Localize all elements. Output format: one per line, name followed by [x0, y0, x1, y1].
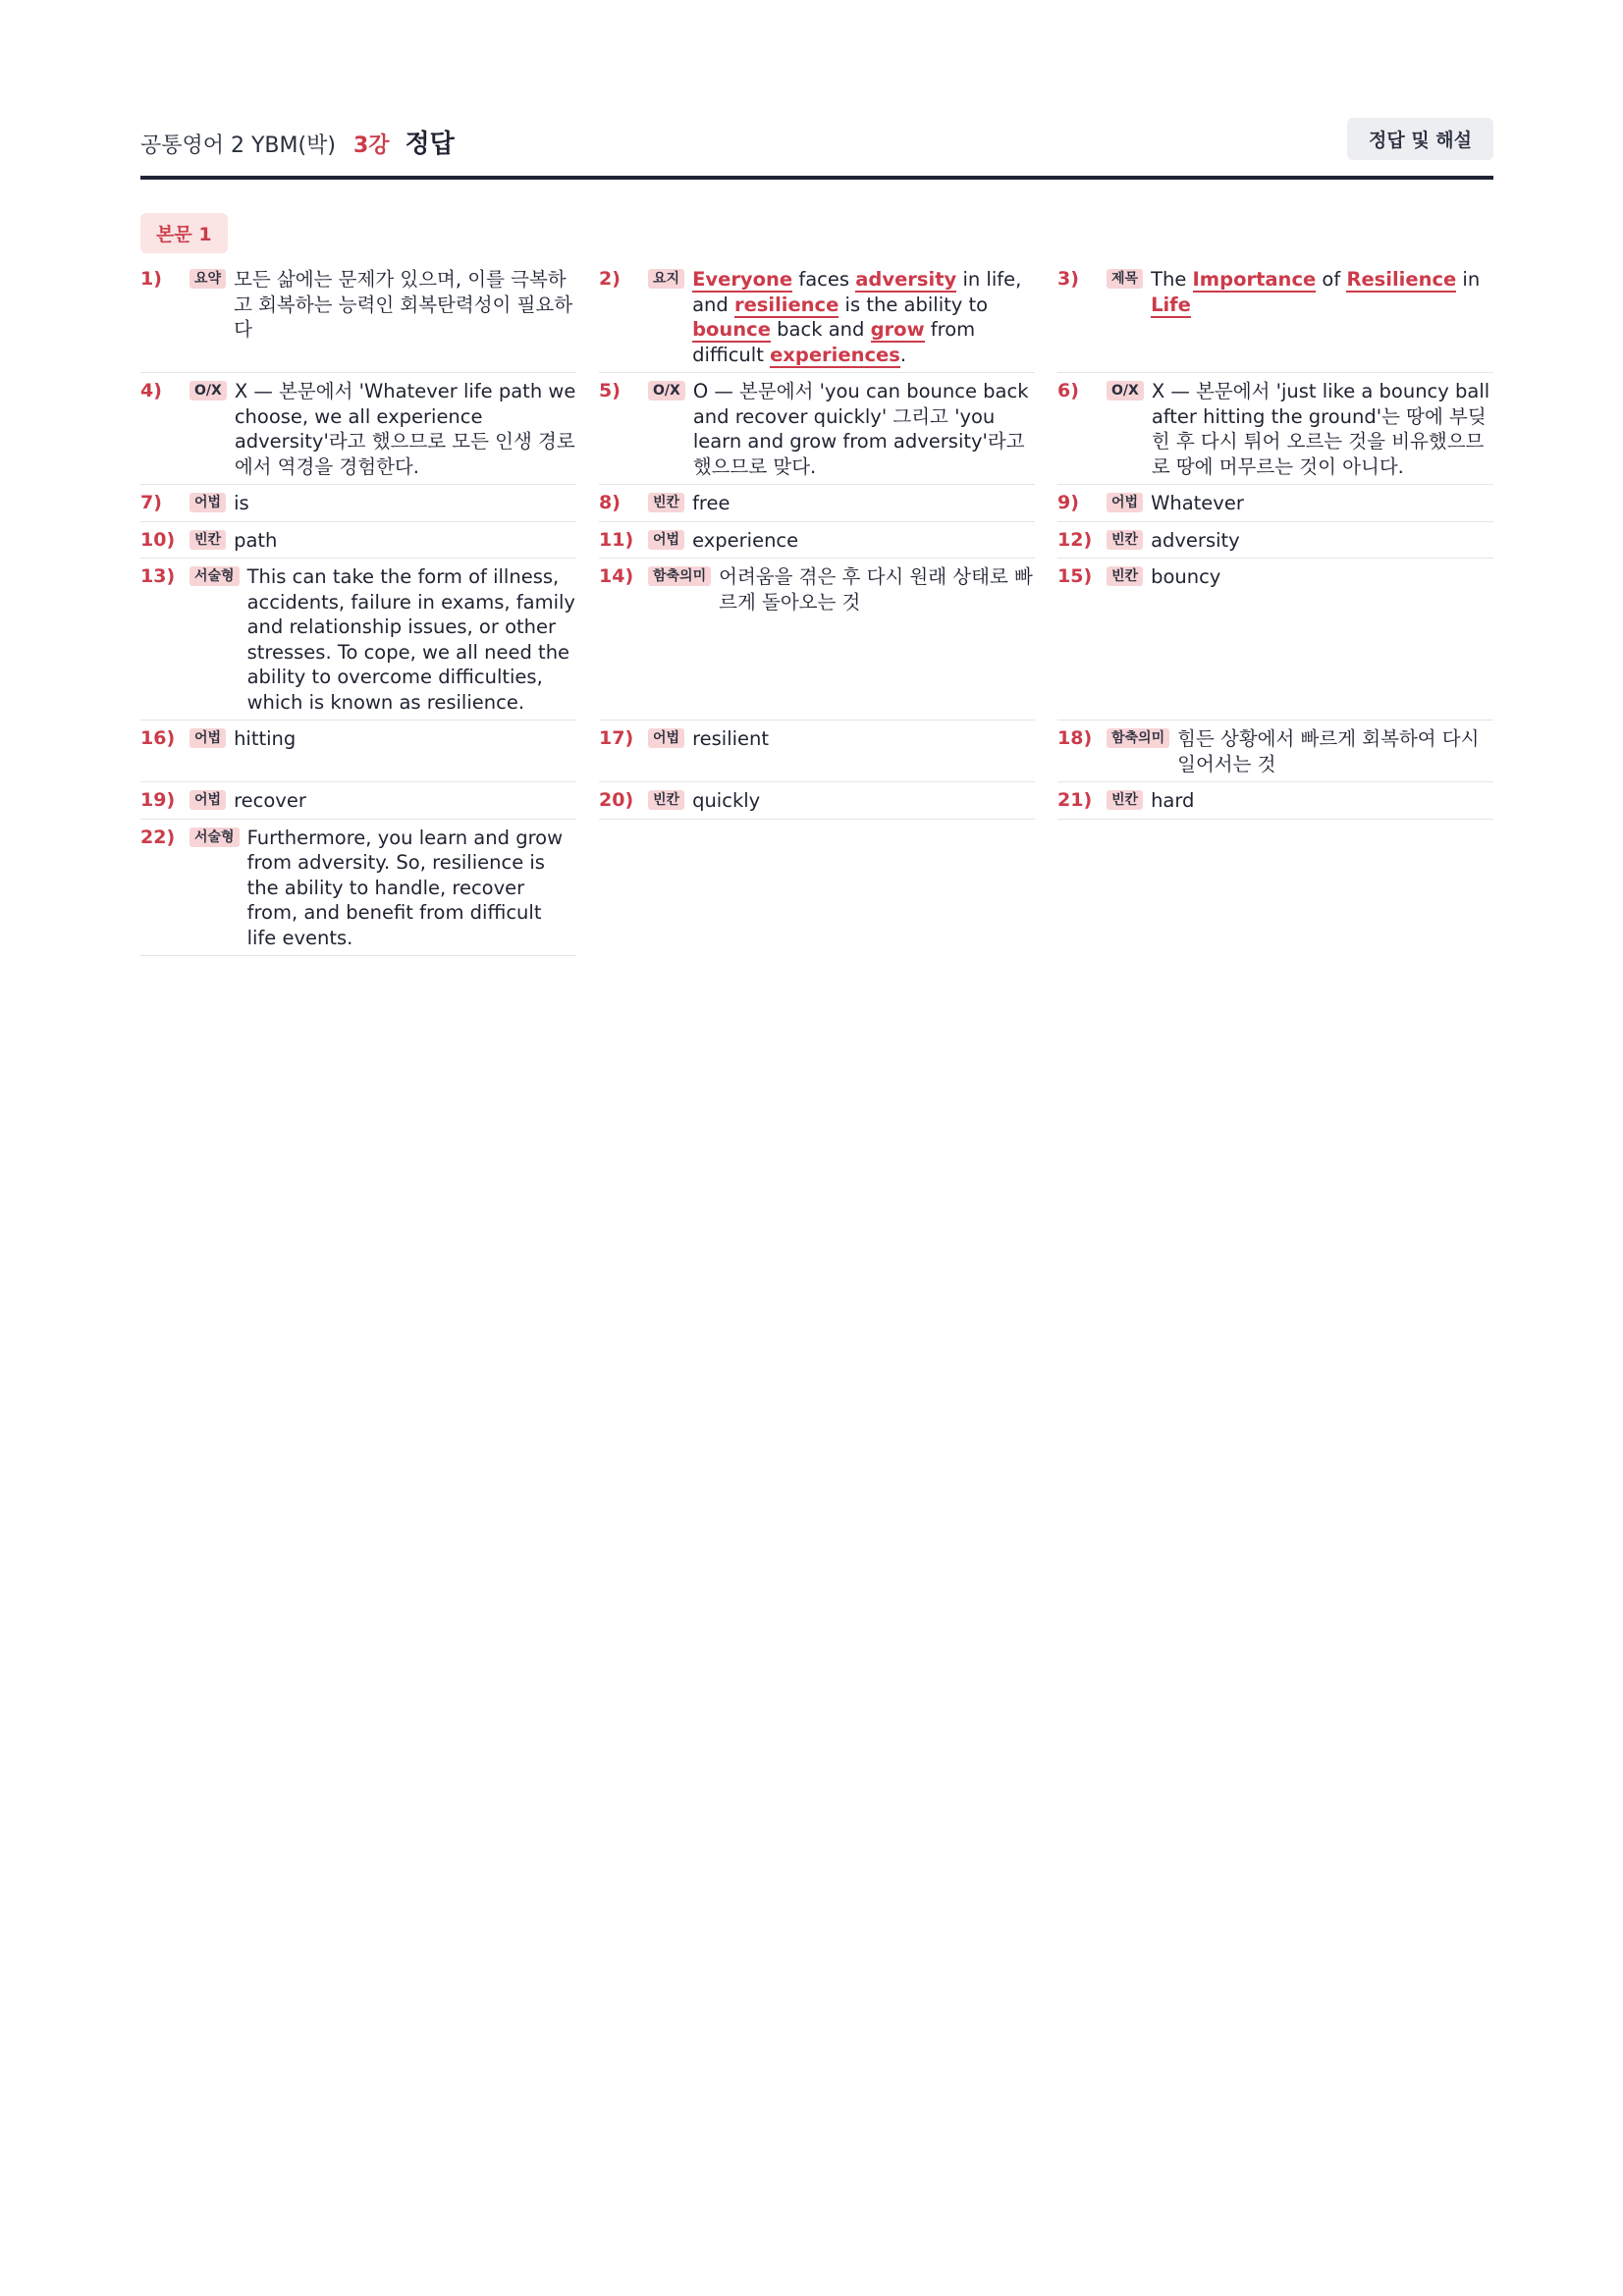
keyword-highlight: resilience — [733, 293, 839, 316]
question-type-tag: 어법 — [189, 728, 226, 748]
answer-text: recover — [234, 789, 306, 812]
question-type-tag: 빈칸 — [648, 493, 684, 512]
answer-text: O — 본문에서 'you can bounce back and recover quickly' 그리고 'you learn and grow from adversity'라고 했으므로 맞다. — [692, 380, 1029, 478]
answer-number: 14) — [599, 565, 634, 587]
answer-number: 1) — [140, 268, 162, 290]
answer-explanation-badge: 정답 및 해설 — [1347, 118, 1493, 160]
answer-text-segment: from difficult — [692, 318, 976, 366]
question-type-tag: 빈칸 — [648, 790, 684, 810]
question-type-tag: 빈칸 — [189, 530, 226, 550]
answer-text: X — 본문에서 'just like a bouncy ball after hitting the ground'는 땅에 부딪힌 후 다시 튀어 오르는 것을 비유했으므로 땅에 머무르는 것이 아니다. — [1151, 380, 1490, 478]
section-label: 본문 1 — [140, 213, 228, 253]
question-type-tag: 서술형 — [189, 566, 240, 586]
question-type-tag: 요지 — [648, 269, 684, 289]
answer-text-segment: in life, and — [692, 268, 1022, 316]
answer-text: This can take the form of illness, accidents, failure in exams, family and relationship issues, or other stresses. To cope, we all need the ability to overcome difficulties, which is known as resilience. — [246, 565, 575, 714]
header-divider — [140, 176, 1493, 180]
answer-item — [140, 820, 576, 957]
question-type-tag: 요약 — [189, 269, 226, 289]
answer-number: 8) — [599, 492, 621, 513]
answer-item — [140, 559, 576, 721]
answer-item — [140, 782, 576, 820]
question-type-tag: 서술형 — [189, 828, 240, 847]
answer-text-segment: faces — [792, 268, 856, 291]
answer-text: bouncy — [1151, 565, 1221, 588]
answer-item — [599, 522, 1035, 560]
answer-item — [1057, 522, 1493, 560]
answer-item — [140, 485, 576, 522]
answer-number: 17) — [599, 727, 634, 749]
empty-cell — [599, 820, 1035, 957]
course-name: 공통영어 2 YBM(박) — [140, 133, 336, 158]
header-title-group — [140, 124, 455, 160]
keyword-highlight: adversity — [855, 268, 957, 291]
answer-text-segment: is the ability to — [839, 293, 989, 316]
question-type-tag: 빈칸 — [1107, 566, 1143, 586]
answer-number: 18) — [1057, 727, 1093, 749]
answer-number: 7) — [140, 492, 162, 513]
answer-number: 2) — [599, 268, 621, 290]
answer-number: 10) — [140, 528, 176, 551]
answer-text: X — 본문에서 'Whatever life path we choose, we all experience adversity'라고 했으므로 모든 인생 경로에서 역경을 경험한다. — [234, 380, 576, 478]
answer-item — [599, 559, 1035, 721]
answer-text-segment: back and — [770, 318, 871, 341]
answer-text: hitting — [234, 727, 297, 750]
answer-item — [599, 485, 1035, 522]
answer-text: is — [234, 492, 249, 514]
answer-text — [692, 267, 1035, 367]
answer-number: 21) — [1057, 789, 1093, 811]
answer-item — [1057, 782, 1493, 820]
answer-text — [1151, 267, 1493, 317]
question-type-tag: 함축의미 — [648, 566, 711, 586]
answer-number: 11) — [599, 528, 634, 551]
answer-number: 13) — [140, 565, 176, 587]
answer-item — [599, 261, 1035, 373]
answer-text-segment: of — [1316, 268, 1347, 291]
answer-number: 5) — [599, 380, 621, 401]
answer-number: 16) — [140, 727, 176, 749]
question-type-tag: 어법 — [189, 790, 226, 810]
answer-text: experience — [692, 528, 799, 552]
keyword-highlight: experiences — [770, 343, 900, 366]
question-type-tag: 어법 — [648, 728, 684, 748]
answer-item — [1057, 373, 1493, 485]
answer-text: resilient — [692, 727, 770, 750]
answer-item — [1057, 485, 1493, 522]
answer-text: hard — [1151, 789, 1195, 812]
answer-text: Furthermore, you learn and grow from adversity. So, resilience is the ability to handle, recover from, and benefit from difficult life events. — [246, 826, 564, 949]
keyword-highlight: Everyone — [692, 268, 793, 291]
answer-text: 어려움을 겪은 후 다시 원래 상태로 빠르게 돌아오는 것 — [719, 565, 1033, 614]
page-header — [140, 116, 1493, 175]
question-type-tag: 빈칸 — [1107, 530, 1143, 550]
answer-number: 15) — [1057, 565, 1093, 587]
answer-number: 9) — [1057, 492, 1079, 513]
answer-text: adversity — [1151, 528, 1240, 552]
answer-text: path — [234, 528, 278, 552]
empty-cell — [1057, 820, 1493, 957]
answer-sheet-page — [140, 116, 1493, 956]
answer-item — [140, 522, 576, 560]
answer-item — [140, 261, 576, 373]
answer-item — [599, 373, 1035, 485]
answer-item — [140, 721, 576, 782]
answer-number: 20) — [599, 789, 634, 811]
answer-item — [1057, 721, 1493, 782]
question-type-tag: 어법 — [1107, 493, 1143, 512]
answer-text: 힘든 상황에서 빠르게 회복하여 다시 일어서는 것 — [1177, 727, 1480, 775]
keyword-highlight: bounce — [692, 318, 771, 341]
keyword-highlight: Resilience — [1346, 268, 1457, 291]
question-type-tag: O/X — [189, 381, 227, 400]
answer-number: 22) — [140, 826, 176, 848]
answer-number: 4) — [140, 380, 162, 401]
keyword-highlight: grow — [870, 318, 925, 341]
answer-number: 6) — [1057, 380, 1079, 401]
answer-item — [1057, 261, 1493, 373]
answer-text-segment: in — [1456, 268, 1481, 291]
answer-text: 모든 삶에는 문제가 있으며, 이를 극복하고 회복하는 능력인 회복탄력성이 필요하다 — [234, 268, 573, 341]
answer-grid — [140, 261, 1493, 956]
lesson-number: 3강 — [352, 133, 390, 158]
answer-text-segment: . — [899, 343, 907, 366]
answer-number: 19) — [140, 789, 176, 811]
answer-number: 3) — [1057, 268, 1079, 290]
question-type-tag: 함축의미 — [1107, 728, 1169, 748]
question-type-tag: O/X — [1107, 381, 1144, 400]
answer-text: free — [692, 492, 730, 514]
answer-number: 12) — [1057, 528, 1093, 551]
question-type-tag: 제목 — [1107, 269, 1143, 289]
keyword-highlight: Life — [1151, 293, 1191, 316]
question-type-tag: 어법 — [648, 530, 684, 550]
page-title: 정답 — [405, 130, 455, 159]
question-type-tag: O/X — [648, 381, 685, 400]
answer-item — [599, 782, 1035, 820]
answer-item — [599, 721, 1035, 782]
answer-text-segment: The — [1151, 268, 1193, 291]
question-type-tag: 빈칸 — [1107, 790, 1143, 810]
answer-text: Whatever — [1151, 492, 1244, 514]
answer-item — [140, 373, 576, 485]
answer-text: quickly — [692, 789, 761, 812]
question-type-tag: 어법 — [189, 493, 226, 512]
answer-item — [1057, 559, 1493, 721]
keyword-highlight: Importance — [1192, 268, 1317, 291]
